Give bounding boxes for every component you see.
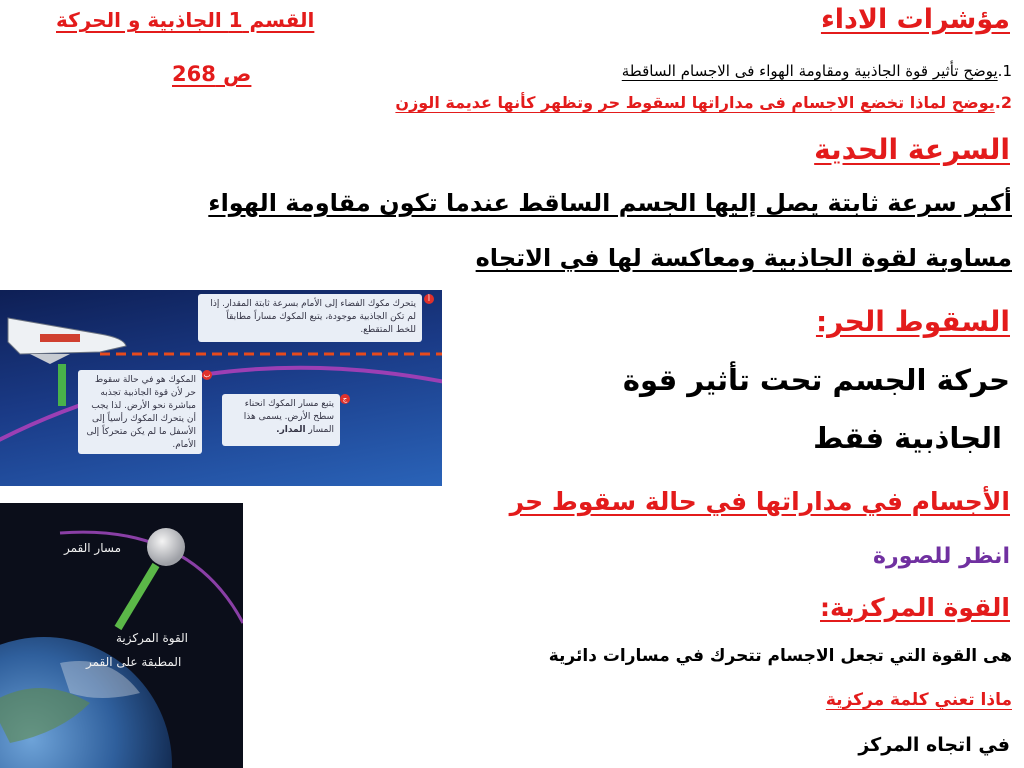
bubble-c [222, 394, 340, 446]
centripetal-answer: في اتجاه المركز [858, 734, 1010, 756]
shuttle-orbit-figure [0, 290, 442, 486]
centripetal-force-heading: القوة المركزية: [820, 593, 1010, 622]
moon-path-label: مسار القمر [64, 541, 122, 555]
indicator-1 [622, 62, 1012, 80]
performance-indicators-title: مؤشرات الاداء [820, 4, 1010, 35]
orbit-free-fall-statement: الأجسام في مداراتها في حالة سقوط حر [509, 487, 1010, 516]
indicator-1-text: يوضح تأثير قوة الجاذبية ومقاومة الهواء فى الاجسام الساقطة [621, 62, 998, 80]
force-label-1: القوة المركزية [116, 631, 189, 645]
bubble-c-orbit-term: المدار. [276, 425, 306, 435]
gravity-arrow [58, 364, 66, 406]
indicator-1-number: 1. [997, 62, 1012, 80]
section-title: القسم 1 الجاذبية و الحركة [56, 8, 315, 32]
bubble-b: المكوك هو في حالة سقوط حر لأن قوة الجاذبية تجذبه مباشرة نحو الأرض. لذا يجب أن يتحرك المكوك رأسياً إلى الأسفل ما لم يكن متحركاً إلى الأمام. [78, 370, 202, 454]
terminal-velocity-line-1: أكبر سرعة ثابتة يصل إليها الجسم الساقط عندما تكون مقاومة الهواء [208, 189, 1012, 217]
space-shuttle-icon [8, 318, 126, 364]
free-fall-heading: السقوط الحر: [815, 305, 1010, 338]
free-fall-line-2: الجاذبية فقط [813, 421, 1002, 455]
bubble-c-text: يتبع مسار المكوك انحناء سطح الأرض. يسمى هذا المسار [243, 399, 334, 435]
force-label-2: المطبقة على القمر [86, 655, 182, 669]
badge-c: ج [340, 394, 350, 404]
moon-orbit-figure [0, 503, 243, 768]
badge-b: ب [203, 371, 211, 379]
moon-icon [147, 528, 185, 566]
terminal-velocity-line-2: مساوية لقوة الجاذبية ومعاكسة لها في الاتجاه [475, 244, 1012, 272]
indicator-2 [395, 93, 1012, 112]
indicator-2-text: يوضح لماذا تخضع الاجسام فى مداراتها لسقوط حر وتظهر كأنها عديمة الوزن [395, 93, 995, 112]
page-reference: ص 268 [172, 62, 252, 86]
orbit-path [0, 368, 442, 450]
indicator-2-number: 2. [994, 93, 1012, 112]
badge-a: أ [424, 294, 434, 304]
free-fall-line-1: حركة الجسم تحت تأثير قوة [622, 363, 1010, 397]
centripetal-definition: هى القوة التي تجعل الاجسام تتحرك في مسارات دائرية [548, 646, 1012, 666]
centripetal-force-arrow [118, 565, 156, 628]
bubble-a: يتحرك مكوك الفضاء إلى الأمام بسرعة ثابتة المقدار. إذا لم تكن الجاذبية موجودة، يتبع المكوك مساراً مطابقاً للخط المتقطع. [198, 294, 422, 342]
centripetal-question: ماذا تعني كلمة مركزية [825, 690, 1012, 710]
see-image-note: انظر للصورة [873, 544, 1010, 569]
terminal-velocity-heading: السرعة الحدية [814, 133, 1010, 166]
